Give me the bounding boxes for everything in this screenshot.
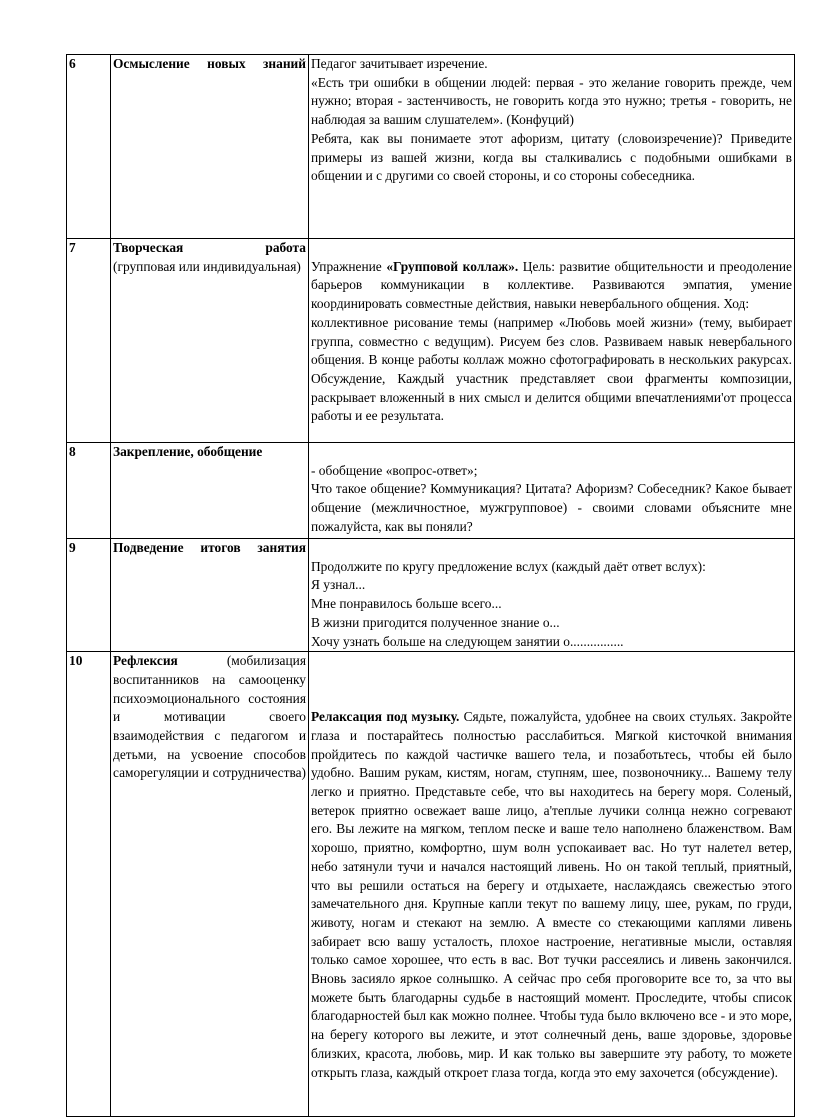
stage-description	[113, 652, 306, 783]
quote-paragraph: «Есть три ошибки в общении людей: первая - это желание говорить прежде, чем нужно; вторая - застенчивость, не говорить когда это нужно; третья - говорить, не наблюдая за вашим слушателем». (Конфуций)	[311, 74, 792, 128]
row-number: 9	[69, 540, 76, 555]
stage-title: Творческая работа	[113, 240, 306, 255]
content-paragraph: Что такое общение? Коммуникация? Цитата? Афоризм? Собеседник? Какое бывает общение (межличностное, мужгрупповое) - своими словами объясните мне пожалуйста, как вы поняли?	[311, 481, 792, 534]
content-paragraph	[311, 708, 792, 1082]
table-row	[67, 239, 795, 443]
row-number: 7	[69, 240, 76, 255]
exercise-title: Релаксация под музыку.	[311, 709, 460, 725]
stage-cell	[111, 539, 309, 652]
content-cell	[309, 239, 795, 443]
row-number-cell	[67, 443, 111, 539]
table-row	[67, 55, 795, 239]
table-row	[67, 539, 795, 652]
stage-title: Закрепление, обобщение	[113, 444, 263, 459]
stage-title: Подведение итогов занятия	[113, 540, 306, 555]
content-paragraph	[311, 258, 792, 314]
content-paragraph: - обобщение «вопрос-ответ»;	[311, 462, 478, 478]
table-row	[67, 652, 795, 1117]
content-cell	[309, 55, 795, 239]
stage-cell	[111, 652, 309, 1117]
content-paragraph: коллективное рисование темы (например «Любовь моей жизни» (тему, выбирает группа, совместно с ведущим). Рисуем без слов. Развиваем навык невербального общения. В конце работы коллаж можно сфотографировать в нескольких ракурсах. Обсуждение, Каждый участник представляет свои фрагменты композиции, раскрывает вложенный в них смысл и делится общими впечатлениями'от процесса работы и ее результата.	[311, 314, 792, 424]
stage-cell	[111, 443, 309, 539]
content-paragraph: Ребята, как вы понимаете этот афоризм, цитату (словоизречение)? Приведите примеры из вашей жизни, когда вы сталкивались с подобными ошибками в общении и с другими со своей стороны, и со стороны собеседника.	[311, 130, 792, 184]
prompt-line: В жизни пригодится полученное знание о...	[311, 614, 560, 630]
stage-title: Осмысление новых знаний	[113, 56, 306, 71]
exercise-goal: Цель: развитие общительности и преодоление барьеров коммуникации в коллективе. Развиваются эмпатия, умение координировать совместные действия, навыки невербального общения. Ход:	[311, 258, 792, 312]
row-number-cell	[67, 539, 111, 652]
exercise-title: «Групповой коллаж».	[386, 258, 519, 274]
stage-description: (групповая или индивидуальная)	[113, 258, 301, 274]
row-number: 8	[69, 444, 76, 459]
content-cell	[309, 652, 795, 1117]
row-number: 6	[69, 56, 76, 71]
lesson-plan-table	[66, 54, 795, 1117]
stage-title: Рефлексия	[113, 653, 178, 669]
row-number-cell	[67, 239, 111, 443]
content-paragraph: Педагог зачитывает изречение.	[311, 56, 488, 71]
content-cell	[309, 443, 795, 539]
stage-description-text: (мобилизация воспитанников на самооценку психоэмоционального состояния и мотивации своего взаимодействия с педагогом и детьми, на усвоение способов саморегуляции и сотрудничества)	[113, 653, 307, 781]
stage-cell	[111, 239, 309, 443]
relaxation-text: Сядьте, пожалуйста, удобнее на своих стульях. Закройте глаза и постарайтесь полностью расслабиться. Мягкой кисточкой внимания пройдитесь по каждой частичке вашего тела, и позаботьтесь, чтобы ей было удобно. Вашим рукам, кистям, ногам, ступням, шее, позвоночнику... Вашему телу легко и приятно. Представьте себе, что вы находитесь на берегу моря. Соленый, ветерок приятно освежает ваше лицо, а'теплые лучики солнца нежно согревают его. Вы лежите на мягком, теплом песке и ваше тело наполнено блаженством. Вам хорошо, приятно, комфортно, шум волн успокаивает вас. Но тут налетел ветер, небо затянули тучи и начался настоящий ливень. Но он такой теплый, приятный, что вы решили остаться на берегу и отдыхаете, наслаждаясь свежестью этого замечательного дня. Крупные капли текут по вашему лицу, шее, рукам, по груди, животу, ногам и стекают на землю. А вместе со стекающими каплями ливень забирает всю вашу усталость, плохое настроение, негативные мысли, оставляя только самое хорошее, что есть в вас. Вот тучки рассеялись и ливень закончился. Вновь засияло яркое солнышко. А сейчас про себя проговорите все то, за что вы можете быть благодарны судьбе в настоящий момент. Проследите, чтобы список благодарностей был как можно полнее. Чтобы туда было включено все - и это море, на берегу которого вы лежите, и этот солнечный день, ваше здоровье, здоровье близких, красота, любовь, мир. И как только вы завершите эту работу, то можете открыть глаза, каждый откроет глаза тогда, когда это ему захочется (обсуждение).	[311, 709, 792, 1080]
stage-cell	[111, 55, 309, 239]
content-paragraph: Продолжите по кругу предложение вслух (каждый даёт ответ вслух):	[311, 558, 706, 574]
row-number: 10	[69, 653, 83, 669]
prompt-line: Мне понравилось больше всего...	[311, 596, 502, 612]
exercise-lead: Упражнение	[311, 258, 387, 274]
content-cell	[309, 539, 795, 652]
table-row	[67, 443, 795, 539]
row-number-cell	[67, 652, 111, 1117]
row-number-cell	[67, 55, 111, 239]
prompt-line: Хочу узнать больше на следующем занятии о................	[311, 633, 624, 649]
prompt-line: Я узнал...	[311, 577, 366, 593]
